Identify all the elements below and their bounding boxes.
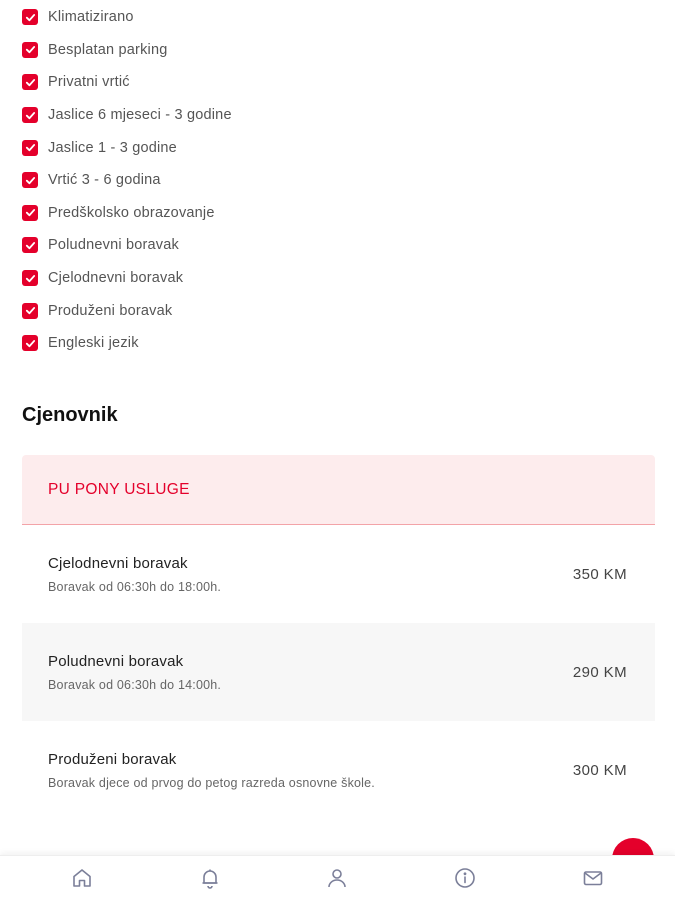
amenity-label: Besplatan parking (48, 41, 168, 58)
checkbox-checked-icon (22, 9, 38, 25)
home-icon (70, 866, 94, 890)
checkbox-checked-icon (22, 237, 38, 253)
amenity-label: Cjelodnevni boravak (48, 270, 184, 287)
checkbox-checked-icon (22, 335, 38, 351)
price-row (22, 623, 655, 721)
price-info (48, 653, 221, 692)
amenity-label: Predškolsko obrazovanje (48, 204, 215, 221)
bell-icon (198, 866, 222, 890)
amenity-item (22, 34, 642, 67)
service-description: Boravak djece od prvog do petog razreda osnovne škole. (48, 775, 375, 790)
amenity-item (22, 164, 642, 197)
checkbox-checked-icon (22, 140, 38, 156)
amenities-list (22, 0, 642, 360)
nav-messages-button[interactable] (573, 858, 613, 898)
user-icon (325, 866, 349, 890)
pricing-title: Cjenovnik (22, 404, 118, 426)
pricing-header (22, 455, 655, 525)
price-info (48, 555, 221, 594)
service-name: Cjelodnevni boravak (48, 554, 188, 572)
nav-notifications-button[interactable] (190, 858, 230, 898)
pricing-table (22, 455, 655, 819)
checkbox-checked-icon (22, 42, 38, 58)
amenity-item (22, 197, 642, 230)
checkbox-checked-icon (22, 74, 38, 90)
amenity-label: Vrtić 3 - 6 godina (48, 172, 161, 189)
info-icon (453, 866, 477, 890)
amenity-item (22, 131, 642, 164)
mail-icon (581, 866, 605, 890)
checkbox-checked-icon (22, 107, 38, 123)
amenity-item (22, 229, 642, 262)
service-price: 350 KM (572, 565, 627, 583)
price-info (48, 751, 375, 790)
service-price: 300 KM (572, 761, 627, 779)
amenity-item (22, 262, 642, 295)
amenity-label: Produženi boravak (48, 302, 173, 319)
bottom-nav (0, 855, 675, 900)
amenity-label: Jaslice 6 mjeseci - 3 godine (48, 107, 232, 124)
checkbox-checked-icon (22, 205, 38, 221)
amenity-label: Privatni vrtić (48, 74, 130, 91)
price-row (22, 721, 655, 819)
checkbox-checked-icon (22, 270, 38, 286)
price-row (22, 525, 655, 623)
nav-home-button[interactable] (62, 858, 102, 898)
pricing-header-label: PU PONY USLUGE (48, 480, 190, 498)
amenity-item (22, 66, 642, 99)
amenity-label: Engleski jezik (48, 335, 139, 352)
amenity-item (22, 1, 642, 34)
nav-profile-button[interactable] (317, 858, 357, 898)
nav-info-button[interactable] (445, 858, 485, 898)
service-description: Boravak od 06:30h do 18:00h. (48, 579, 222, 594)
service-description: Boravak od 06:30h do 14:00h. (48, 677, 222, 692)
amenity-item (22, 327, 642, 360)
amenity-label: Poludnevni boravak (48, 237, 179, 254)
amenity-item (22, 99, 642, 132)
amenity-item (22, 294, 642, 327)
service-name: Poludnevni boravak (48, 652, 184, 670)
amenity-label: Jaslice 1 - 3 godine (48, 139, 177, 156)
service-name: Produženi boravak (48, 750, 177, 768)
amenity-label: Klimatizirano (48, 9, 134, 26)
checkbox-checked-icon (22, 172, 38, 188)
service-price: 290 KM (572, 663, 627, 681)
checkbox-checked-icon (22, 303, 38, 319)
